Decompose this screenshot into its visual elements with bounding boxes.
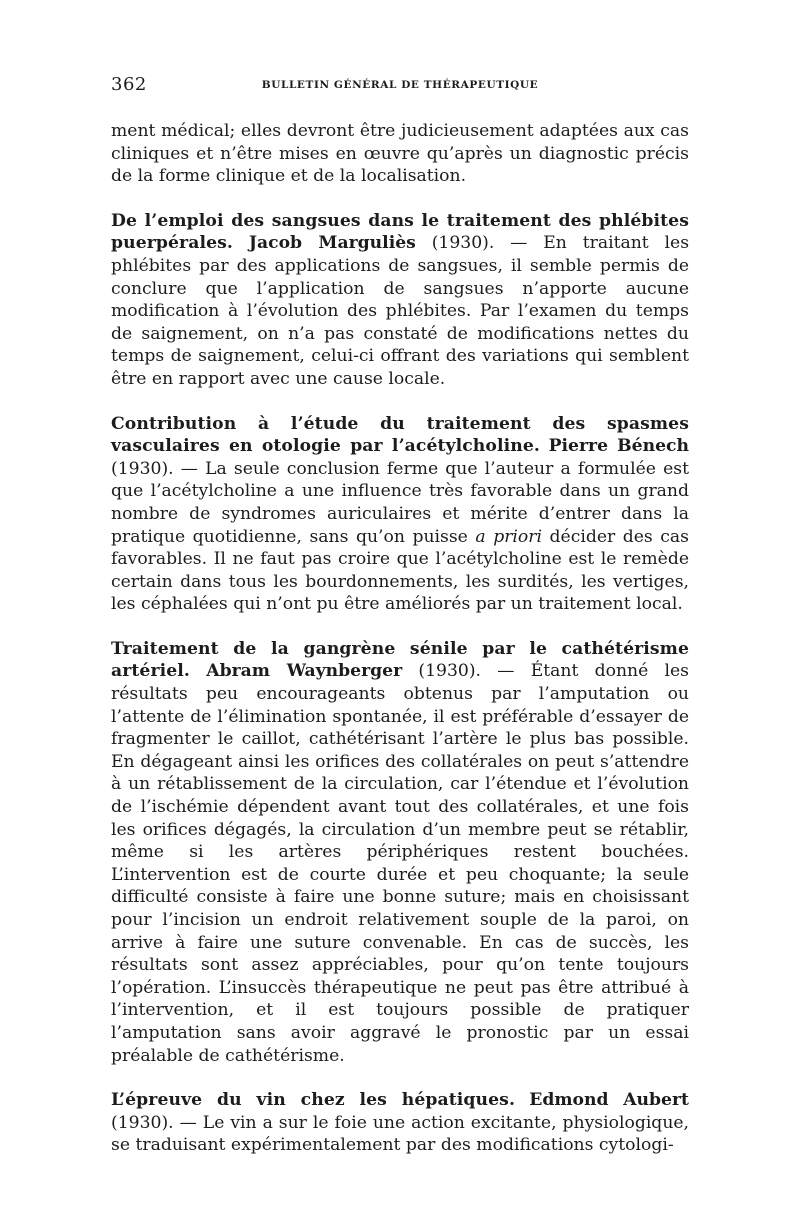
intro-paragraph: ment médical; elles devront être judicieusement adaptées aux cas cliniques et n’être mises en œuvre qu’après un diagnostic précis de la forme clinique et de la localisation.	[111, 121, 689, 187]
article-dash: —	[179, 1112, 197, 1133]
document-page	[111, 74, 689, 1157]
article-dash: —	[497, 661, 515, 682]
article-dash: —	[510, 233, 528, 254]
article-author: Edmond Aubert	[529, 1090, 689, 1111]
article-author: Pierre Bénech	[548, 436, 689, 457]
article-title: De l’emploi des sangsues dans le traitement des phlébites puerpérales.	[111, 210, 689, 254]
article-title: Traitement de la gangrène sénile par le cathétérisme artériel.	[111, 638, 689, 682]
article-body: Étant donné les résultats peu encourageants obtenus par l’amputation ou l’attente de l’élimination spontanée, il est préférable d’essayer de fragmenter le caillot, cathétérisant l’artère le plus bas possible. En dégageant ainsi les orifices des collatérales on peut s’attendre à un rétablissement de la circulation, car l’étendue et l’évolution de l’ischémie dépendent avant tout des collatérales, et une fois les orifices dégagés, la circulation d’un membre peut se rétablir, même si les artères périphériques restent bouchées. L’intervention est de courte durée et peu choquante; la seule difficulté consiste à faire une bonne suture; mais en choisissant pour l’incision un endroit relativement souple de la paroi, on arrive à faire une suture convenable. En cas de succès, les résultats sont assez appréciables, pour qu’on tente toujours l’opération. L’insuccès thérapeutique ne peut pas être attribué à l’intervention, et il est toujours possible de pratiquer l’amputation sans avoir aggravé le pronostic par un essai préalable de cathétérisme.	[111, 661, 689, 1066]
article-body-continued: décider des cas favorables. Il ne faut pas croire que l’acétylcholine est le remède certain dans tous les bourdonnements, les surdités, les vertiges, les céphalées qui n’ont pu être améliorés par un traitement local.	[111, 526, 689, 615]
journal-title: BULLETIN GÉNÉRAL DE THÉRAPEUTIQUE	[261, 79, 539, 91]
article-title: Contribution à l’étude du traitement des spasmes vasculaires en otologie par l’acétylcholine.	[111, 413, 689, 457]
article-year: (1930).	[431, 233, 495, 254]
article-title: L’épreuve du vin chez les hépatiques.	[111, 1090, 516, 1111]
page-number: 362	[111, 74, 147, 95]
article-dash: —	[180, 458, 198, 479]
article-sangsues	[111, 210, 689, 391]
article-body: En traitant les phlébites par des applications de sangsues, il semble permis de conclure que l’application de sangsues n’apporte aucune modification à l’évolution des phlébites. Par l’examen du temps de saignement, on n’a pas constaté de modifications nettes du temps de saignement, celui-ci offrant des variations qui semblent être en rapport avec une cause locale.	[111, 233, 690, 389]
article-year: (1930).	[111, 1112, 174, 1133]
article-body: La seule conclusion ferme que l’auteur a formulée est que l’acétylcholine a une influence très favorable dans un grand nombre de syndromes auriculaires et mérite d’entrer dans la pratique quotidienne, sans qu’on puisse	[111, 458, 690, 547]
article-year: (1930).	[111, 458, 174, 479]
article-vin	[111, 1089, 689, 1157]
article-author: Jacob Marguliès	[248, 233, 416, 254]
article-gangrene	[111, 638, 689, 1067]
running-head	[111, 74, 689, 100]
article-year: (1930).	[418, 661, 482, 682]
article-italic-phrase: a priori	[475, 526, 542, 547]
article-author: Abram Waynberger	[206, 661, 403, 682]
article-body: Le vin a sur le foie une action excitante, physiologique, se traduisant expérimentalement par des modifications cytologi-	[111, 1112, 690, 1156]
article-acetylcholine	[111, 413, 689, 616]
